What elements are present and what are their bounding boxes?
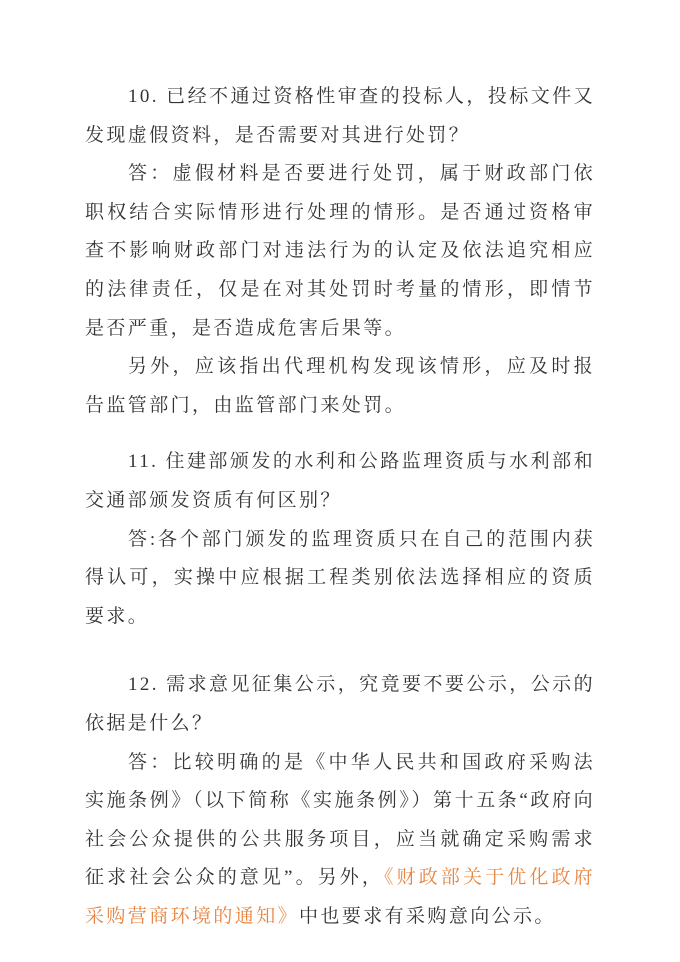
- answer-12-paragraph-1: [85, 744, 595, 937]
- question-10: 10. 已经不通过资格性审查的投标人，投标文件又发现虚假资料，是否需要对其进行处罚？: [85, 86, 595, 146]
- qa-item-11: [85, 443, 595, 636]
- answer-11-paragraph-1: 答:各个部门颁发的监理资质只在自己的范围内获得认可，实操中应根据工程类别依法选择相应的资质要求。: [85, 528, 595, 627]
- qa-item-10: [85, 78, 595, 425]
- finance-ministry-notice-link[interactable]: 《财政部关于优化政府采购营商环境的通知》: [85, 867, 595, 927]
- answer-12-text-before-link: 答：比较明确的是《中华人民共和国政府采购法实施条例》（以下简称《实施条例》）第十五条“政府向社会公众提供的公共服务项目，应当就确定采购需求征求社会公众的意见”。另外，: [85, 751, 595, 889]
- answer-12-text-after-link: 中也要求有采购意向公示。: [299, 905, 556, 927]
- question-12: 12. 需求意见征集公示，究竟要不要公示，公示的依据是什么？: [85, 674, 595, 734]
- answer-10-paragraph-2: 另外，应该指出代理机构发现该情形，应及时报告监管部门，由监管部门来处罚。: [85, 356, 595, 416]
- question-11: 11. 住建部颁发的水利和公路监理资质与水利部和交通部颁发资质有何区别？: [85, 451, 595, 511]
- qa-item-12: [85, 666, 595, 936]
- answer-10-paragraph-1: 答：虚假材料是否要进行处罚，属于财政部门依职权结合实际情形进行处理的情形。是否通过资格审查不影响财政部门对违法行为的认定及依法追究相应的法律责任，仅是在对其处罚时考量的情形，即情节是否严重，是否造成危害后果等。: [85, 163, 595, 339]
